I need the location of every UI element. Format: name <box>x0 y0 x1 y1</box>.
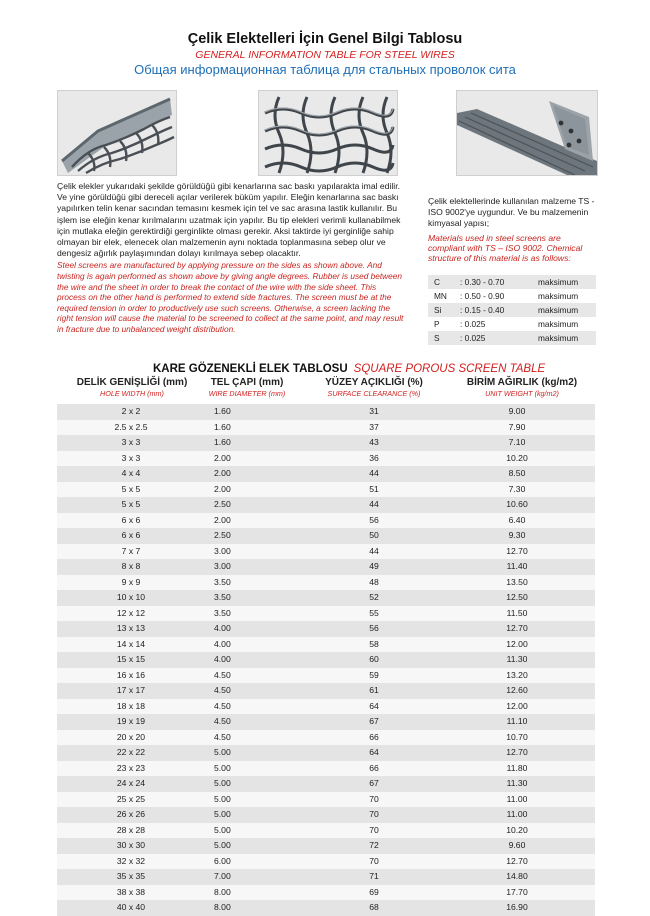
cell-wire-diameter: 4.50 <box>214 716 231 726</box>
table-row <box>57 885 595 901</box>
chemical-limit: maksimum <box>538 331 596 345</box>
column-header-unit-weight-turkish: BİRİM AĞIRLIK (kg/m2) <box>466 377 578 388</box>
cell-wire-diameter: 2.00 <box>214 468 231 478</box>
cell-hole-width: 14 x 14 <box>116 638 146 649</box>
description-right-english: Materials used in steel screens are compliant with TS – ISO 9002. Chemical structure of this material is as follows: <box>428 232 583 264</box>
table-row <box>57 900 595 916</box>
cell-surface-clearance: 43 <box>369 437 379 447</box>
cell-unit-weight: 11.00 <box>506 809 528 819</box>
cell-unit-weight: 12.70 <box>506 623 528 633</box>
cell-hole-width: 30 x 30 <box>116 840 146 850</box>
column-header-surface-clearance-turkish: YÜZEY AÇIKLIĞI (%) <box>325 377 423 388</box>
cell-hole-width: 22 x 22 <box>116 747 146 757</box>
cell-wire-diameter: 2.00 <box>214 452 231 463</box>
cell-hole-width: 4 x 4 <box>121 468 141 478</box>
table-row <box>57 683 595 699</box>
cell-surface-clearance: 31 <box>369 406 379 416</box>
cell-unit-weight: 16.90 <box>506 902 528 912</box>
cell-unit-weight: 8.50 <box>508 468 526 478</box>
cell-wire-diameter: 5.00 <box>214 778 231 788</box>
cell-unit-weight: 14.80 <box>506 871 528 881</box>
mesh-weave-photo-2 <box>258 90 398 176</box>
chemical-composition-table <box>428 275 596 345</box>
column-header-unit-weight <box>447 377 597 399</box>
chemical-element: P <box>428 317 460 331</box>
screen-table-body <box>57 404 595 916</box>
cell-unit-weight: 10.70 <box>506 731 528 742</box>
chemical-value: : 0.50 - 0.90 <box>460 289 538 303</box>
cell-surface-clearance: 44 <box>369 545 379 556</box>
cell-unit-weight: 12.70 <box>506 545 528 556</box>
cell-wire-diameter: 4.50 <box>214 731 231 742</box>
cell-surface-clearance: 59 <box>369 669 379 680</box>
cell-wire-diameter: 8.00 <box>214 886 231 897</box>
table-row <box>57 451 595 467</box>
cell-surface-clearance: 64 <box>369 747 379 757</box>
cell-surface-clearance: 66 <box>369 762 379 773</box>
cell-unit-weight: 7.10 <box>508 437 526 447</box>
description-left-turkish: Çelik elekler yukarıdaki şekilde görüldüğü gibi kenarlarına sac baskı yapılarakta imal edilir. Ve yine görüldüğü gibi dereceli açılar verilerek büküm yapılır. Eleğin kenarlarına sac baskı yapılırken telin kenar sacından temasını kesmek için tel ve sac arasına lastik kullanılır. Bu işlem ise eleğin kenar kırılmalarını uzatmak için yapılır. Bu tip elekleri verimli kullanabilmek için mutlaka eleğin gerektirdiği gerginlikte olması gerekir. Aksi taktirde iyi gerginliğe sahip olmayan bir elek, elenecek olan malzemenin aynı noktada toplanmasına sebep olur ve dengesiz ağırlık paylaşımından dolayı kırılmaya sebep olacaktır. <box>57 181 401 259</box>
cell-surface-clearance: 70 <box>369 793 379 804</box>
cell-surface-clearance: 69 <box>369 886 379 897</box>
table-row <box>57 823 595 839</box>
cell-surface-clearance: 55 <box>369 607 379 618</box>
chemical-row <box>428 275 596 289</box>
cell-wire-diameter: 5.00 <box>214 793 231 804</box>
cell-unit-weight: 11.50 <box>506 607 528 618</box>
table-row <box>57 807 595 823</box>
cell-hole-width: 32 x 32 <box>116 855 146 866</box>
table-row <box>57 838 595 854</box>
cell-hole-width: 26 x 26 <box>116 809 146 819</box>
chemical-value: : 0.025 <box>460 317 538 331</box>
table-row <box>57 575 595 591</box>
description-right <box>428 196 596 264</box>
cell-surface-clearance: 52 <box>369 592 379 602</box>
cell-wire-diameter: 1.60 <box>214 406 231 416</box>
cell-unit-weight: 10.20 <box>506 824 528 835</box>
cell-wire-diameter: 5.00 <box>214 762 231 773</box>
cell-wire-diameter: 4.00 <box>214 654 231 664</box>
chemical-row <box>428 331 596 345</box>
cell-hole-width: 6 x 6 <box>121 514 141 525</box>
table-row <box>57 482 595 498</box>
cell-unit-weight: 6.40 <box>508 514 526 525</box>
cell-surface-clearance: 66 <box>369 731 379 742</box>
cell-surface-clearance: 72 <box>369 840 379 850</box>
chemical-limit: maksimum <box>538 303 596 317</box>
cell-hole-width: 20 x 20 <box>116 731 146 742</box>
page-header <box>0 30 650 78</box>
cell-unit-weight: 11.30 <box>506 778 528 788</box>
cell-surface-clearance: 51 <box>369 483 379 494</box>
cell-hole-width: 6 x 6 <box>121 530 141 540</box>
chemical-element: Si <box>428 303 460 317</box>
cell-hole-width: 13 x 13 <box>116 623 146 633</box>
cell-unit-weight: 10.60 <box>506 499 528 509</box>
cell-hole-width: 3 x 3 <box>121 437 141 447</box>
cell-hole-width: 17 x 17 <box>116 685 146 695</box>
column-header-wire-diameter-english: WIRE DIAMETER (mm) <box>208 389 286 398</box>
cell-unit-weight: 11.40 <box>506 561 528 571</box>
cell-surface-clearance: 68 <box>369 902 379 912</box>
cell-unit-weight: 11.00 <box>506 793 528 804</box>
description-left-english: Steel screens are manufactured by applying pressure on the sides as shown above. And twisting is again performed as shown above by giving angle degrees. Rubber is used between the wire and the sheet in order to break the contact of the wire with the side sheet. This process on the other hand is performed to extend side fractures. The screen must be at the required tension in order to productively use such screens. Otherwise, a screen lacking the right tension will cause the material to be screened to collect at the same point, and may result in fracture due to unbalanced weight distribution. <box>57 260 404 334</box>
table-row <box>57 714 595 730</box>
table-row <box>57 854 595 870</box>
cell-hole-width: 38 x 38 <box>116 886 146 897</box>
cell-hole-width: 5 x 5 <box>121 483 141 494</box>
table-row <box>57 652 595 668</box>
cell-surface-clearance: 70 <box>369 824 379 835</box>
column-header-wire-diameter <box>192 377 302 399</box>
cell-hole-width: 18 x 18 <box>116 700 146 711</box>
cell-surface-clearance: 71 <box>369 871 379 881</box>
cell-wire-diameter: 4.50 <box>214 700 231 711</box>
cell-hole-width: 12 x 12 <box>116 607 146 618</box>
cell-unit-weight: 12.70 <box>506 747 528 757</box>
chemical-row <box>428 289 596 303</box>
cell-hole-width: 8 x 8 <box>121 561 141 571</box>
cell-unit-weight: 12.00 <box>506 700 528 711</box>
column-header-surface-clearance <box>314 377 434 399</box>
cell-surface-clearance: 67 <box>369 716 379 726</box>
chemical-limit: maksimum <box>538 275 596 289</box>
cell-hole-width: 24 x 24 <box>116 778 146 788</box>
cell-hole-width: 25 x 25 <box>116 793 146 804</box>
cell-unit-weight: 7.30 <box>508 483 526 494</box>
table-row <box>57 513 595 529</box>
cell-wire-diameter: 4.50 <box>214 669 231 680</box>
cell-wire-diameter: 3.50 <box>214 576 231 587</box>
cell-surface-clearance: 56 <box>369 514 379 525</box>
cell-surface-clearance: 49 <box>369 561 379 571</box>
cell-unit-weight: 9.60 <box>508 840 526 850</box>
cell-unit-weight: 9.30 <box>508 530 526 540</box>
cell-hole-width: 9 x 9 <box>121 576 141 587</box>
column-header-hole-width-turkish: DELİK GENİŞLİĞİ (mm) <box>76 377 188 388</box>
cell-hole-width: 15 x 15 <box>116 654 146 664</box>
column-header-unit-weight-english: UNIT WEIGHT (kg/m2) <box>485 389 559 398</box>
cell-wire-diameter: 5.00 <box>214 809 231 819</box>
cell-hole-width: 10 x 10 <box>116 592 146 602</box>
table-row <box>57 404 595 420</box>
cell-unit-weight: 13.50 <box>506 576 528 587</box>
screen-table-title-turkish: KARE GÖZENEKLİ ELEK TABLOSU <box>153 363 348 375</box>
chemical-element: S <box>428 331 460 345</box>
column-header-hole-width-english: HOLE WIDTH (mm) <box>100 389 164 398</box>
cell-surface-clearance: 37 <box>369 421 379 432</box>
table-row <box>57 544 595 560</box>
cell-wire-diameter: 3.00 <box>214 545 231 556</box>
cell-wire-diameter: 2.00 <box>214 483 231 494</box>
cell-wire-diameter: 4.00 <box>214 623 231 633</box>
cell-surface-clearance: 60 <box>369 654 379 664</box>
chemical-limit: maksimum <box>538 317 596 331</box>
table-row <box>57 528 595 544</box>
cell-unit-weight: 9.00 <box>508 406 526 416</box>
cell-unit-weight: 10.20 <box>506 452 528 463</box>
table-row <box>57 637 595 653</box>
cell-wire-diameter: 5.00 <box>214 747 231 757</box>
cell-surface-clearance: 44 <box>369 499 379 509</box>
page-title-english: GENERAL INFORMATION TABLE FOR STEEL WIRES <box>195 49 455 61</box>
table-row <box>57 435 595 451</box>
cell-hole-width: 40 x 40 <box>116 902 146 912</box>
cell-wire-diameter: 8.00 <box>214 902 231 912</box>
cell-surface-clearance: 70 <box>369 855 379 866</box>
mesh-edge-photo-1 <box>57 90 177 176</box>
chemical-element: MN <box>428 289 460 303</box>
cell-wire-diameter: 2.50 <box>214 530 231 540</box>
chemical-limit: maksimum <box>538 289 596 303</box>
cell-unit-weight: 12.70 <box>506 855 528 866</box>
cell-wire-diameter: 3.00 <box>214 561 231 571</box>
cell-surface-clearance: 67 <box>369 778 379 788</box>
cell-hole-width: 35 x 35 <box>116 871 146 881</box>
cell-surface-clearance: 44 <box>369 468 379 478</box>
table-row <box>57 699 595 715</box>
cell-wire-diameter: 3.50 <box>214 592 231 602</box>
table-row <box>57 730 595 746</box>
cell-wire-diameter: 3.50 <box>214 607 231 618</box>
chemical-element: C <box>428 275 460 289</box>
screen-table-title <box>153 363 545 375</box>
cell-wire-diameter: 4.50 <box>214 685 231 695</box>
chemical-value: : 0.30 - 0.70 <box>460 275 538 289</box>
table-row <box>57 497 595 513</box>
cell-hole-width: 19 x 19 <box>116 716 146 726</box>
page-title: Çelik Elektelleri İçin Genel Bilgi Tablosu <box>187 31 463 47</box>
chemical-value: : 0.025 <box>460 331 538 345</box>
cell-wire-diameter: 1.60 <box>214 437 231 447</box>
table-row <box>57 668 595 684</box>
table-row <box>57 869 595 885</box>
cell-wire-diameter: 7.00 <box>214 871 231 881</box>
cell-hole-width: 2 x 2 <box>121 406 141 416</box>
table-row <box>57 621 595 637</box>
cell-unit-weight: 7.90 <box>508 421 526 432</box>
description-left <box>57 181 405 335</box>
cell-surface-clearance: 58 <box>369 638 379 649</box>
description-right-turkish: Çelik elektellerinde kullanılan malzeme TS - ISO 9002'ye uygundur. Ve bu malzemenin kimyasal yapısı; <box>428 196 595 229</box>
cell-hole-width: 23 x 23 <box>116 762 146 773</box>
table-row <box>57 606 595 622</box>
cell-surface-clearance: 61 <box>369 685 379 695</box>
page-title-russian: Общая информационная таблица для стальных проволок сита <box>134 62 516 77</box>
cell-surface-clearance: 56 <box>369 623 379 633</box>
table-row <box>57 745 595 761</box>
cell-wire-diameter: 2.00 <box>214 514 231 525</box>
cell-unit-weight: 11.80 <box>506 762 528 773</box>
cell-unit-weight: 13.20 <box>506 669 528 680</box>
column-header-hole-width <box>57 377 207 399</box>
chemical-row <box>428 317 596 331</box>
cell-hole-width: 28 x 28 <box>116 824 146 835</box>
cell-hole-width: 2.5 x 2.5 <box>114 421 148 432</box>
cell-wire-diameter: 1.60 <box>214 421 231 432</box>
column-header-surface-clearance-english: SURFACE CLEARANCE (%) <box>327 389 421 398</box>
cell-surface-clearance: 36 <box>369 452 379 463</box>
chemical-row <box>428 303 596 317</box>
cell-hole-width: 3 x 3 <box>121 452 141 463</box>
table-row <box>57 776 595 792</box>
cell-surface-clearance: 50 <box>369 530 379 540</box>
chemical-value: : 0.15 - 0.40 <box>460 303 538 317</box>
cell-unit-weight: 11.10 <box>506 716 528 726</box>
cell-surface-clearance: 64 <box>369 700 379 711</box>
mesh-sheet-edge-photo-3 <box>456 90 598 176</box>
cell-wire-diameter: 5.00 <box>214 824 231 835</box>
cell-surface-clearance: 48 <box>369 576 379 587</box>
column-header-wire-diameter-turkish: TEL ÇAPI (mm) <box>210 377 284 388</box>
cell-unit-weight: 12.50 <box>506 592 528 602</box>
cell-hole-width: 16 x 16 <box>116 669 146 680</box>
cell-surface-clearance: 70 <box>369 809 379 819</box>
table-row <box>57 590 595 606</box>
cell-hole-width: 7 x 7 <box>121 545 141 556</box>
cell-wire-diameter: 6.00 <box>214 855 231 866</box>
cell-unit-weight: 11.30 <box>506 654 528 664</box>
cell-unit-weight: 17.70 <box>506 886 528 897</box>
cell-wire-diameter: 2.50 <box>214 499 231 509</box>
cell-wire-diameter: 5.00 <box>214 840 231 850</box>
table-row <box>57 420 595 436</box>
cell-hole-width: 5 x 5 <box>121 499 141 509</box>
table-row <box>57 792 595 808</box>
table-row <box>57 466 595 482</box>
screen-table-title-english: SQUARE POROUS SCREEN TABLE <box>353 363 546 375</box>
cell-wire-diameter: 4.00 <box>214 638 231 649</box>
screen-table-header <box>57 362 595 404</box>
table-row <box>57 761 595 777</box>
cell-unit-weight: 12.60 <box>506 685 528 695</box>
cell-unit-weight: 12.00 <box>506 638 528 649</box>
table-row <box>57 559 595 575</box>
